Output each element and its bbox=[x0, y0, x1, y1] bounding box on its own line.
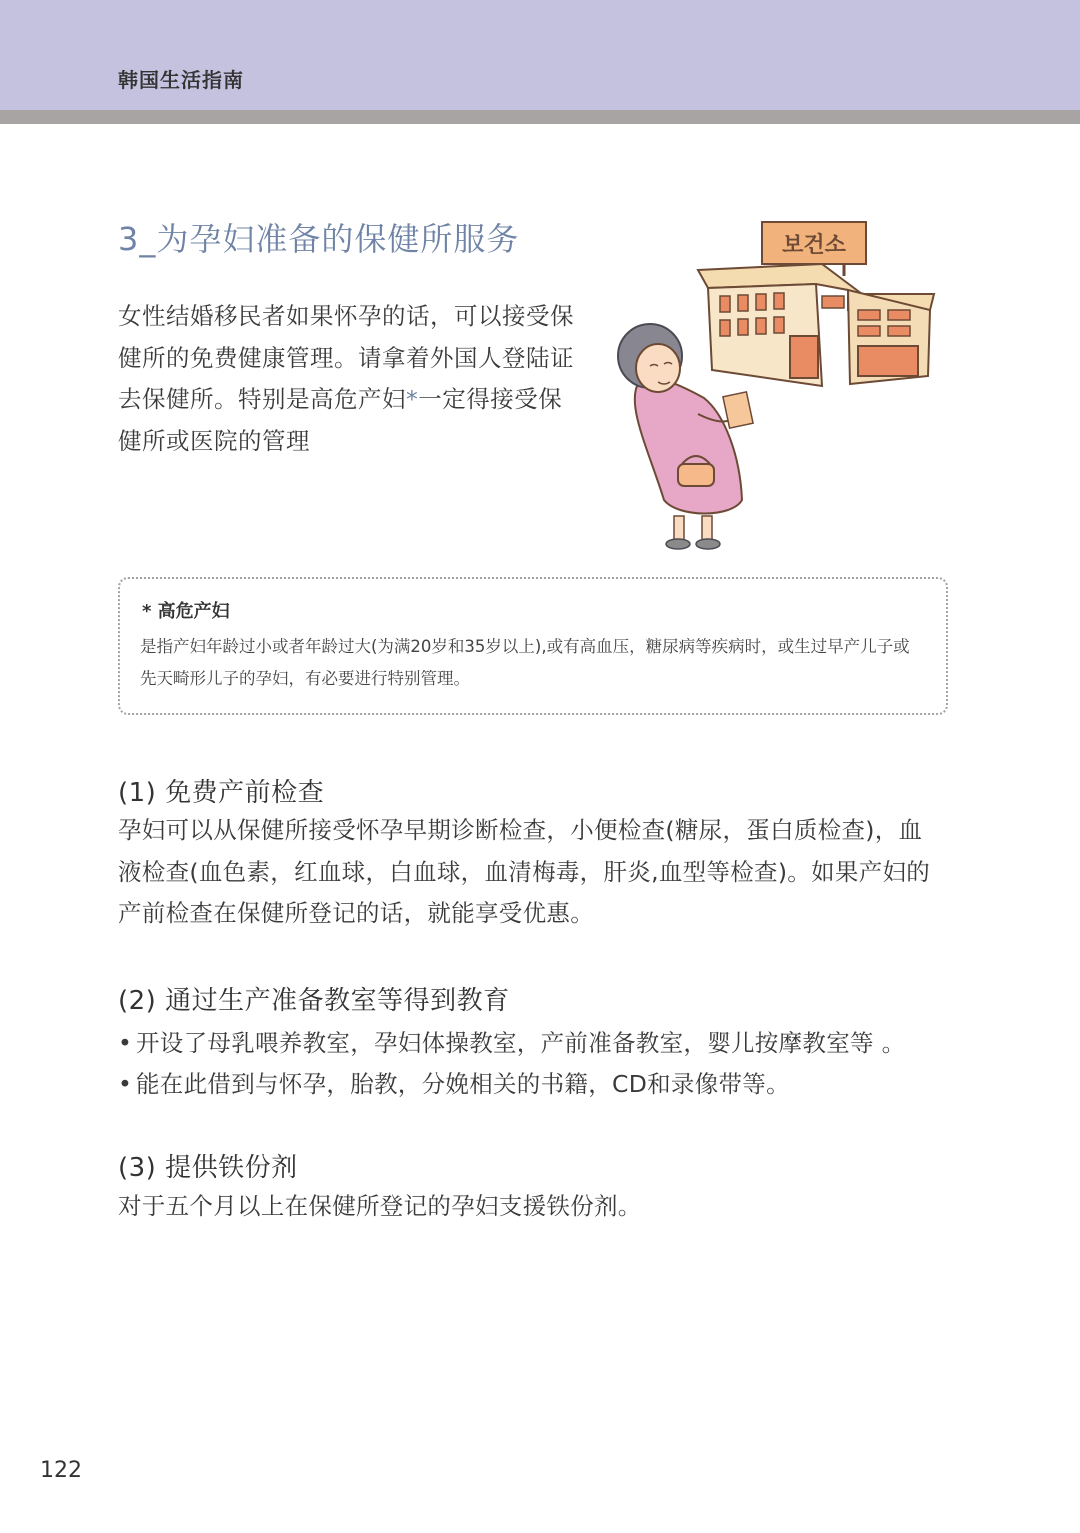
high-risk-note-box bbox=[118, 577, 948, 715]
header-band bbox=[0, 0, 1080, 110]
page-number: 122 bbox=[40, 1458, 82, 1483]
paragraph-line: 产前检查在保健所登记的话，就能享受优惠。 bbox=[118, 899, 594, 927]
bullet-text: 能在此借到与怀孕，胎教，分娩相关的书籍，CD和录像带等。 bbox=[136, 1070, 790, 1098]
woman-face bbox=[636, 344, 680, 392]
building-garage bbox=[858, 346, 918, 376]
sign-text: 보건소 bbox=[782, 233, 846, 258]
bullet-dot-icon: • bbox=[118, 1070, 133, 1098]
intro-line: 健所的免费健康管理。请拿着外国人登陆证 bbox=[118, 343, 574, 372]
intro-paragraph bbox=[118, 296, 608, 462]
paragraph-line: 孕妇可以从保健所接受怀孕早期诊断检查，小便检查(糖尿，蛋白质检查)，血 bbox=[118, 816, 923, 844]
registration-card-icon bbox=[723, 392, 753, 428]
bullet-dot-icon: • bbox=[118, 1029, 133, 1057]
building-door bbox=[790, 336, 818, 378]
header-rule bbox=[0, 110, 1080, 124]
bullet-text: 开设了母乳喂养教室，孕妇体操教室，产前准备教室，婴儿按摩教室等 。 bbox=[136, 1029, 906, 1057]
header-title: 韩国生活指南 bbox=[118, 68, 244, 92]
intro-line-text: 去保健所。特别是高危产妇 bbox=[118, 385, 406, 413]
item-1-paragraph bbox=[118, 810, 958, 935]
bullet-item bbox=[118, 1024, 905, 1058]
bullet-item bbox=[118, 1065, 790, 1099]
item-3-paragraph bbox=[118, 1186, 958, 1228]
intro-line bbox=[118, 379, 608, 421]
intro-line-text: 一定得接受保 bbox=[418, 385, 563, 413]
paragraph-line: 对于五个月以上在保健所登记的孕妇支援铁份剂。 bbox=[118, 1192, 642, 1220]
section-title: 3_为孕妇准备的保健所服务 bbox=[118, 220, 520, 258]
note-line: 是指产妇年龄过小或者年龄过大(为满20岁和35岁以上),或有高血压，糖尿病等疾病时，或生过早产儿子或 bbox=[140, 637, 910, 656]
note-text bbox=[140, 631, 940, 695]
item-2-title: (2) 通过生产准备教室等得到教育 bbox=[118, 986, 510, 1016]
handbag-icon bbox=[678, 464, 714, 486]
health-center-illustration bbox=[612, 218, 942, 554]
footnote-mark: * bbox=[406, 385, 419, 413]
intro-line: 女性结婚移民者如果怀孕的话，可以接受保 bbox=[118, 302, 574, 330]
item-1-title: (1) 免费产前检查 bbox=[118, 778, 325, 808]
paragraph-line: 液检查(血色素，红血球，白血球，血清梅毒，肝炎,血型等检查)。如果产妇的 bbox=[118, 857, 931, 886]
note-title: * 高危产妇 bbox=[142, 601, 230, 622]
intro-line: 健所或医院的管理 bbox=[118, 426, 310, 455]
item-3-title: (3) 提供铁份剂 bbox=[118, 1153, 298, 1183]
note-line: 先天畸形儿子的孕妇，有必要进行特别管理。 bbox=[140, 669, 470, 688]
